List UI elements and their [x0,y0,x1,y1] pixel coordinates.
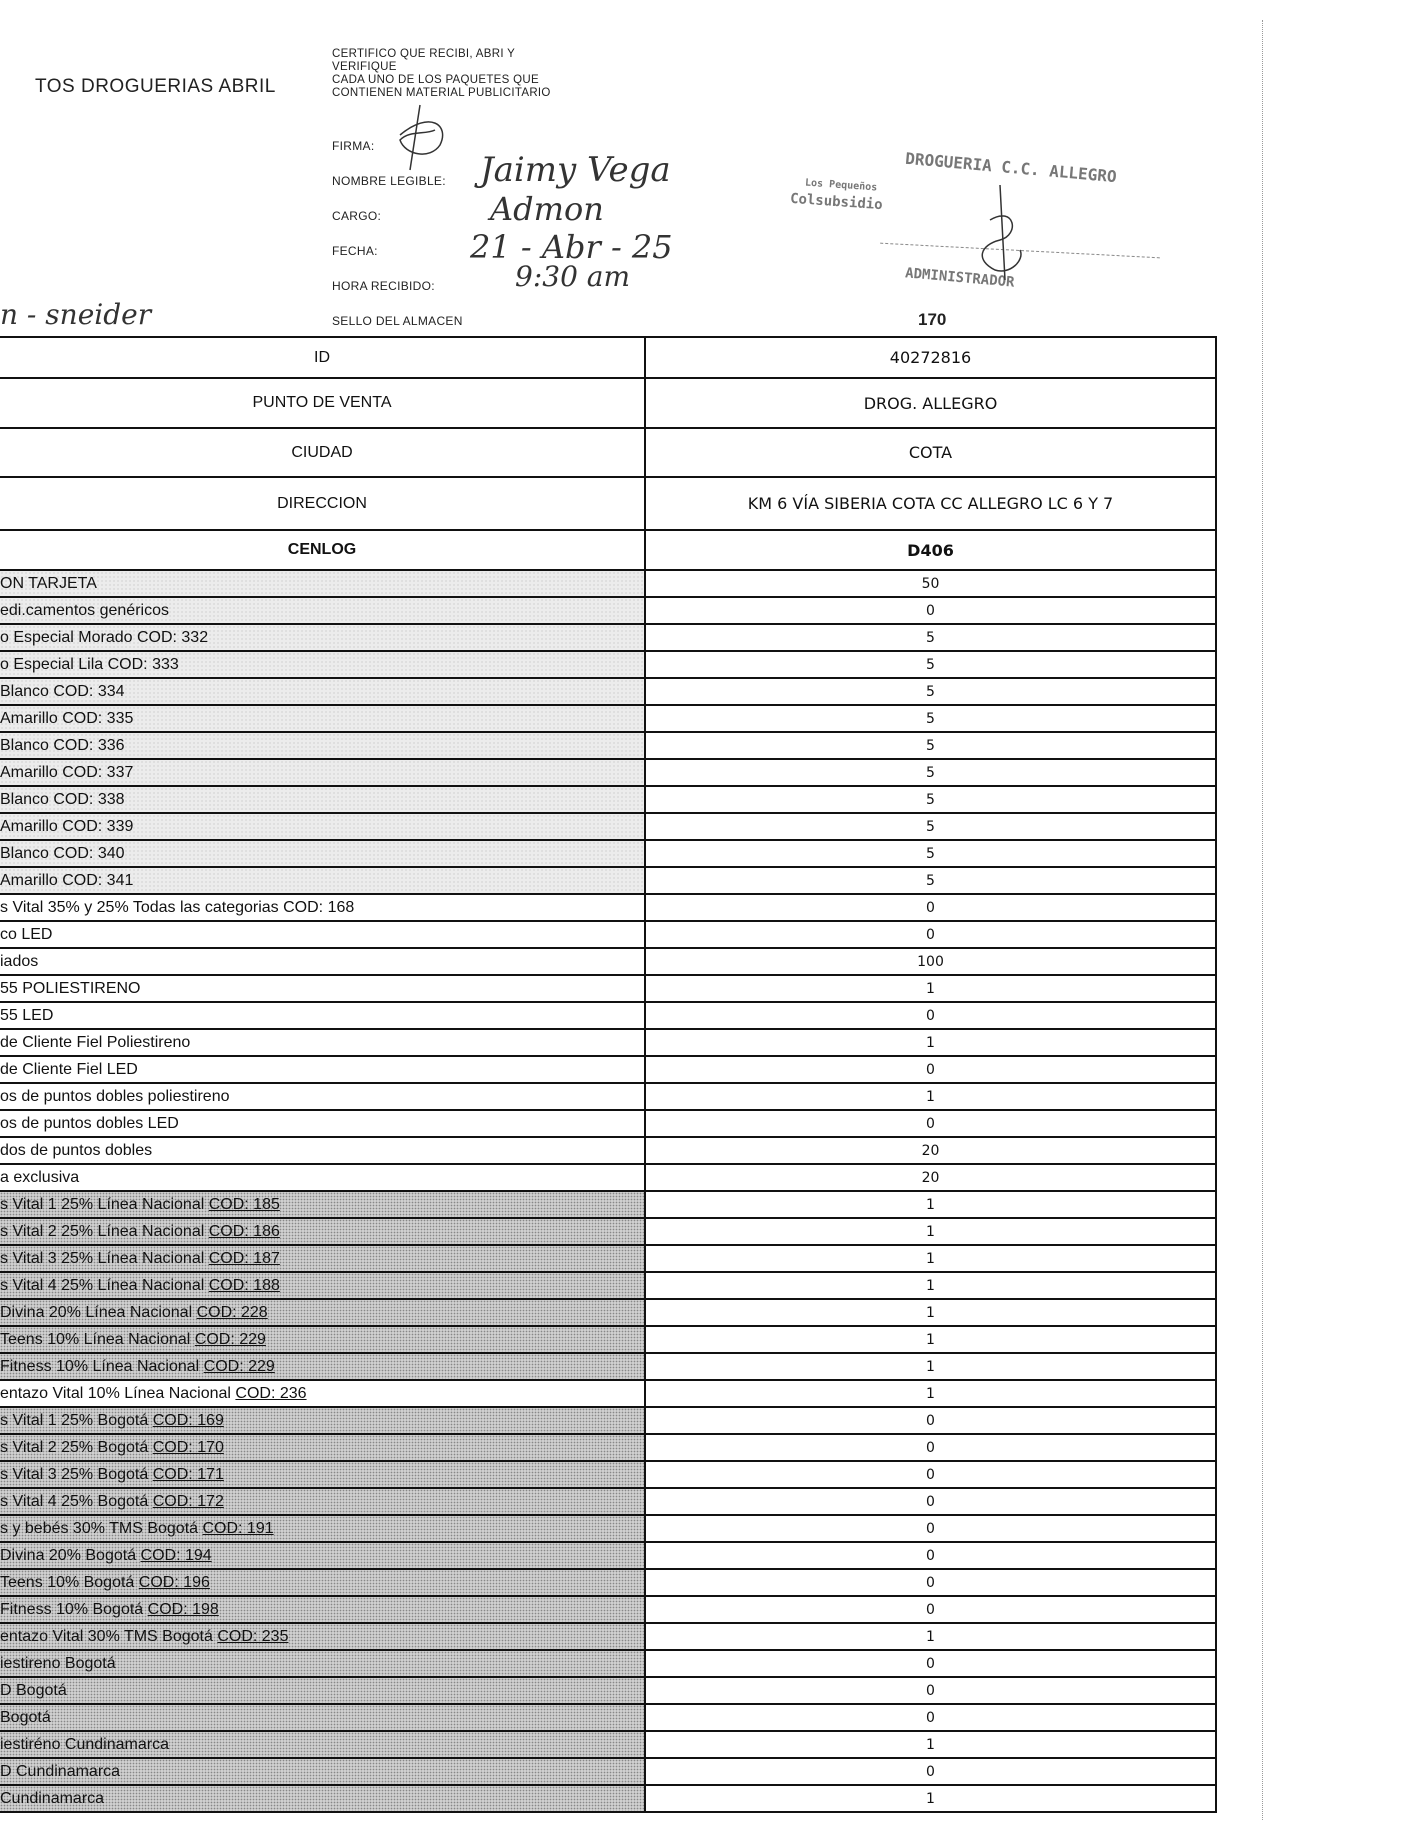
item-label-text: Teens 10% Línea Nacional [0,1330,195,1348]
table-row [0,1353,1216,1380]
item-label [0,597,645,624]
item-quantity: 1 [645,1191,1216,1218]
table-row [0,570,1216,597]
table-row [0,1623,1216,1650]
item-label-text: Amarillo COD: 337 [0,763,134,781]
table-row [0,1245,1216,1272]
item-quantity: 0 [645,1650,1216,1677]
table-row [0,1650,1216,1677]
table-row [0,1272,1216,1299]
item-cod: COD: 188 [208,1276,280,1294]
item-label [0,1623,645,1650]
material-table [0,338,1217,1813]
item-label-text: iados [0,952,39,970]
item-quantity: 5 [645,624,1216,651]
table-row-cenlog [0,530,1216,570]
item-label-text: entazo Vital 10% Línea Nacional [0,1384,236,1402]
item-cod: COD: 236 [235,1384,307,1402]
item-label [0,1056,645,1083]
certification-line: VERIFIQUE [332,61,397,73]
item-label-text: Teens 10% Bogotá [0,1573,139,1591]
table-row [0,1137,1216,1164]
certification-line: CERTIFICO QUE RECIBI, ABRI Y [332,48,516,60]
hora-label: HORA RECIBIDO: [332,279,435,293]
nombre-handwritten: Jaimy Vega [480,150,671,190]
item-label [0,1218,645,1245]
item-label [0,840,645,867]
stamp-store-name: DROGUERIA C.C. ALLEGRO [904,148,1118,187]
firma-label: FIRMA: [332,139,375,153]
item-quantity: 1 [645,1083,1216,1110]
item-label [0,1434,645,1461]
item-cod: COD: 171 [152,1465,224,1483]
item-label [0,1272,645,1299]
item-label [0,1002,645,1029]
item-label-text: Blanco COD: 336 [0,736,125,754]
table-row [0,732,1216,759]
item-label [0,1785,645,1812]
item-label [0,1488,645,1515]
item-label-text: s y bebés 30% TMS Bogotá [0,1519,203,1537]
table-row [0,651,1216,678]
item-quantity: 0 [645,1758,1216,1785]
table-row [0,813,1216,840]
cargo-handwritten: Admon [490,190,604,228]
table-row [0,678,1216,705]
item-quantity: 5 [645,786,1216,813]
hora-handwritten: 9:30 am [515,260,631,293]
item-quantity: 100 [645,948,1216,975]
item-cod: COD: 186 [208,1222,280,1240]
sello-label: SELLO DEL ALMACEN [332,314,463,328]
item-label-text: s Vital 2 25% Línea Nacional [0,1222,209,1240]
table-row [0,1056,1216,1083]
item-quantity: 0 [645,1677,1216,1704]
item-label-text: iestiréno Cundinamarca [0,1735,169,1753]
item-label [0,1137,645,1164]
item-label-text: os de puntos dobles poliestireno [0,1087,230,1105]
certification-line: CADA UNO DE LOS PAQUETES QUE [332,74,539,86]
item-label [0,975,645,1002]
item-label [0,867,645,894]
table-row [0,1515,1216,1542]
item-quantity: 1 [645,1299,1216,1326]
item-label [0,813,645,840]
item-quantity: 0 [645,894,1216,921]
item-cod: COD: 229 [194,1330,266,1348]
item-quantity: 1 [645,1380,1216,1407]
row-key: PUNTO DE VENTA [0,378,645,428]
item-label [0,1515,645,1542]
item-label-text: Cundinamarca [0,1789,105,1807]
item-label-text: Fitness 10% Línea Nacional [0,1357,204,1375]
item-quantity: 1 [645,1785,1216,1812]
item-quantity: 1 [645,1029,1216,1056]
table-row [0,921,1216,948]
scan-edge [1262,20,1263,1820]
table-row [0,1785,1216,1812]
item-label [0,678,645,705]
row-key: ID [0,338,645,378]
fecha-label: FECHA: [332,244,378,258]
row-value: D406 [645,530,1216,570]
table-row [0,975,1216,1002]
item-label [0,894,645,921]
item-label [0,1650,645,1677]
fecha-handwritten: 21 - Abr - 25 [470,228,673,266]
item-label-text: entazo Vital 30% TMS Bogotá [0,1627,218,1645]
item-cod: COD: 185 [208,1195,280,1213]
item-label-text: o Especial Lila COD: 333 [0,655,179,673]
item-quantity: 1 [645,1245,1216,1272]
item-label [0,705,645,732]
item-quantity: 0 [645,921,1216,948]
item-cod: COD: 169 [152,1411,224,1429]
item-quantity: 0 [645,1596,1216,1623]
item-label-text: Amarillo COD: 339 [0,817,134,835]
item-quantity: 5 [645,705,1216,732]
item-label-text: Blanco COD: 334 [0,682,125,700]
item-quantity: 1 [645,1326,1216,1353]
item-label [0,1353,645,1380]
table-row [0,894,1216,921]
item-quantity: 0 [645,1110,1216,1137]
table-row [0,1110,1216,1137]
table-row [0,867,1216,894]
item-label-text: s Vital 1 25% Bogotá [0,1411,153,1429]
item-label-text: Fitness 10% Bogotá [0,1600,148,1618]
table-row [0,1596,1216,1623]
table-row [0,1002,1216,1029]
item-quantity: 1 [645,975,1216,1002]
item-label-text: o Especial Morado COD: 332 [0,628,209,646]
item-cod: COD: 196 [138,1573,210,1591]
item-label-text: D Cundinamarca [0,1762,121,1780]
item-label-text: a exclusiva [0,1168,80,1186]
table-row-punto-de-venta [0,378,1216,428]
item-label-text: s Vital 35% y 25% Todas las categorias COD: 168 [0,898,355,916]
item-label-text: Blanco COD: 338 [0,790,125,808]
item-label [0,1245,645,1272]
item-label-text: os de puntos dobles LED [0,1114,179,1132]
table-row [0,1542,1216,1569]
item-quantity: 0 [645,1569,1216,1596]
stamp-brand-2: Colsubsidio [789,190,884,214]
table-row [0,1326,1216,1353]
item-label-text: edi.camentos genéricos [0,601,169,619]
item-quantity: 5 [645,867,1216,894]
item-label [0,1758,645,1785]
item-label [0,1569,645,1596]
item-quantity: 0 [645,597,1216,624]
item-quantity: 0 [645,1461,1216,1488]
item-label [0,1596,645,1623]
item-quantity: 5 [645,813,1216,840]
item-quantity: 5 [645,651,1216,678]
item-label-text: s Vital 2 25% Bogotá [0,1438,153,1456]
item-label-text: co LED [0,925,53,943]
signature-icon [380,100,470,180]
row-value: KM 6 VÍA SIBERIA COTA CC ALLEGRO LC 6 Y 7 [645,477,1216,530]
item-label-text: Amarillo COD: 335 [0,709,134,727]
item-cod: COD: 191 [202,1519,274,1537]
margin-handwritten-note: n - sneider [0,298,152,331]
item-label-text: s Vital 4 25% Bogotá [0,1492,153,1510]
item-quantity: 0 [645,1056,1216,1083]
item-cod: COD: 194 [140,1546,212,1564]
item-label-text: 55 POLIESTIRENO [0,979,141,997]
item-quantity: 1 [645,1272,1216,1299]
item-cod: COD: 170 [152,1438,224,1456]
item-cod: COD: 198 [147,1600,219,1618]
certification-text [332,48,551,100]
item-label [0,1380,645,1407]
item-label [0,759,645,786]
item-label-text: iestireno Bogotá [0,1654,116,1672]
item-label [0,1542,645,1569]
row-key: CIUDAD [0,428,645,477]
item-cod: COD: 235 [217,1627,289,1645]
item-quantity: 1 [645,1731,1216,1758]
nombre-label: NOMBRE LEGIBLE: [332,174,446,188]
table-row [0,948,1216,975]
item-label [0,1326,645,1353]
table-row [0,1758,1216,1785]
item-label-text: s Vital 3 25% Línea Nacional [0,1249,209,1267]
table-row [0,840,1216,867]
stamp-brand: Los Pequeños [804,177,878,194]
item-quantity: 1 [645,1218,1216,1245]
item-quantity: 0 [645,1002,1216,1029]
table-row [0,1218,1216,1245]
table-row [0,1380,1216,1407]
table-row [0,705,1216,732]
table-row [0,624,1216,651]
table-row [0,1191,1216,1218]
stamp-role: ADMINISTRADOR [904,265,1016,291]
row-value: 40272816 [645,338,1216,378]
item-label-text: Amarillo COD: 341 [0,871,134,889]
item-label [0,732,645,759]
table-row [0,597,1216,624]
item-label [0,1731,645,1758]
item-quantity: 5 [645,759,1216,786]
table-row [0,1677,1216,1704]
item-label [0,624,645,651]
item-quantity: 0 [645,1434,1216,1461]
table-row-ciudad [0,428,1216,477]
item-quantity: 5 [645,678,1216,705]
item-label [0,1110,645,1137]
item-label [0,1191,645,1218]
table-row [0,1029,1216,1056]
item-label [0,1677,645,1704]
item-label-text: Bogotá [0,1708,51,1726]
item-label-text: de Cliente Fiel Poliestireno [0,1033,191,1051]
certification-line: CONTIENEN MATERIAL PUBLICITARIO [332,87,551,99]
item-label-text: s Vital 3 25% Bogotá [0,1465,153,1483]
item-label-text: Divina 20% Bogotá [0,1546,141,1564]
item-quantity: 0 [645,1488,1216,1515]
item-quantity: 0 [645,1407,1216,1434]
item-quantity: 50 [645,570,1216,597]
item-label-text: 55 LED [0,1006,54,1024]
table-row [0,1407,1216,1434]
table-row [0,1731,1216,1758]
table-row [0,759,1216,786]
item-quantity: 1 [645,1623,1216,1650]
row-key: DIRECCION [0,477,645,530]
item-label [0,1164,645,1191]
item-label [0,1083,645,1110]
table-row [0,1569,1216,1596]
item-cod: COD: 187 [208,1249,280,1267]
item-label-text: de Cliente Fiel LED [0,1060,138,1078]
item-quantity: 0 [645,1704,1216,1731]
table-row [0,1434,1216,1461]
item-label-text: s Vital 1 25% Línea Nacional [0,1195,209,1213]
admin-signature-icon [970,180,1040,290]
table-row-id [0,338,1216,378]
item-quantity: 0 [645,1515,1216,1542]
item-label-text: Blanco COD: 340 [0,844,125,862]
item-label-text: ON TARJETA [0,574,97,592]
item-label [0,921,645,948]
item-quantity: 20 [645,1164,1216,1191]
table-row [0,1164,1216,1191]
item-label [0,948,645,975]
row-key: CENLOG [0,530,645,570]
item-label [0,1704,645,1731]
item-label [0,1029,645,1056]
item-quantity: 20 [645,1137,1216,1164]
item-quantity: 1 [645,1353,1216,1380]
document-title: TOS DROGUERIAS ABRIL [35,76,276,97]
item-label [0,1407,645,1434]
table-row [0,786,1216,813]
table-row [0,1488,1216,1515]
item-label [0,1461,645,1488]
table-row-direccion [0,477,1216,530]
item-label-text: dos de puntos dobles [0,1141,153,1159]
item-label [0,570,645,597]
item-label [0,651,645,678]
item-label [0,1299,645,1326]
item-cod: COD: 229 [203,1357,275,1375]
table-row [0,1461,1216,1488]
row-value: COTA [645,428,1216,477]
item-label-text: D Bogotá [0,1681,67,1699]
table-row [0,1083,1216,1110]
table-row [0,1299,1216,1326]
item-cod: COD: 228 [196,1303,268,1321]
item-cod: COD: 172 [152,1492,224,1510]
table-row [0,1704,1216,1731]
row-value: DROG. ALLEGRO [645,378,1216,428]
item-label-text: s Vital 4 25% Línea Nacional [0,1276,209,1294]
item-label [0,786,645,813]
cargo-label: CARGO: [332,209,382,223]
item-label-text: Divina 20% Línea Nacional [0,1303,197,1321]
store-number: 170 [918,310,947,329]
item-quantity: 0 [645,1542,1216,1569]
item-quantity: 5 [645,732,1216,759]
item-quantity: 5 [645,840,1216,867]
